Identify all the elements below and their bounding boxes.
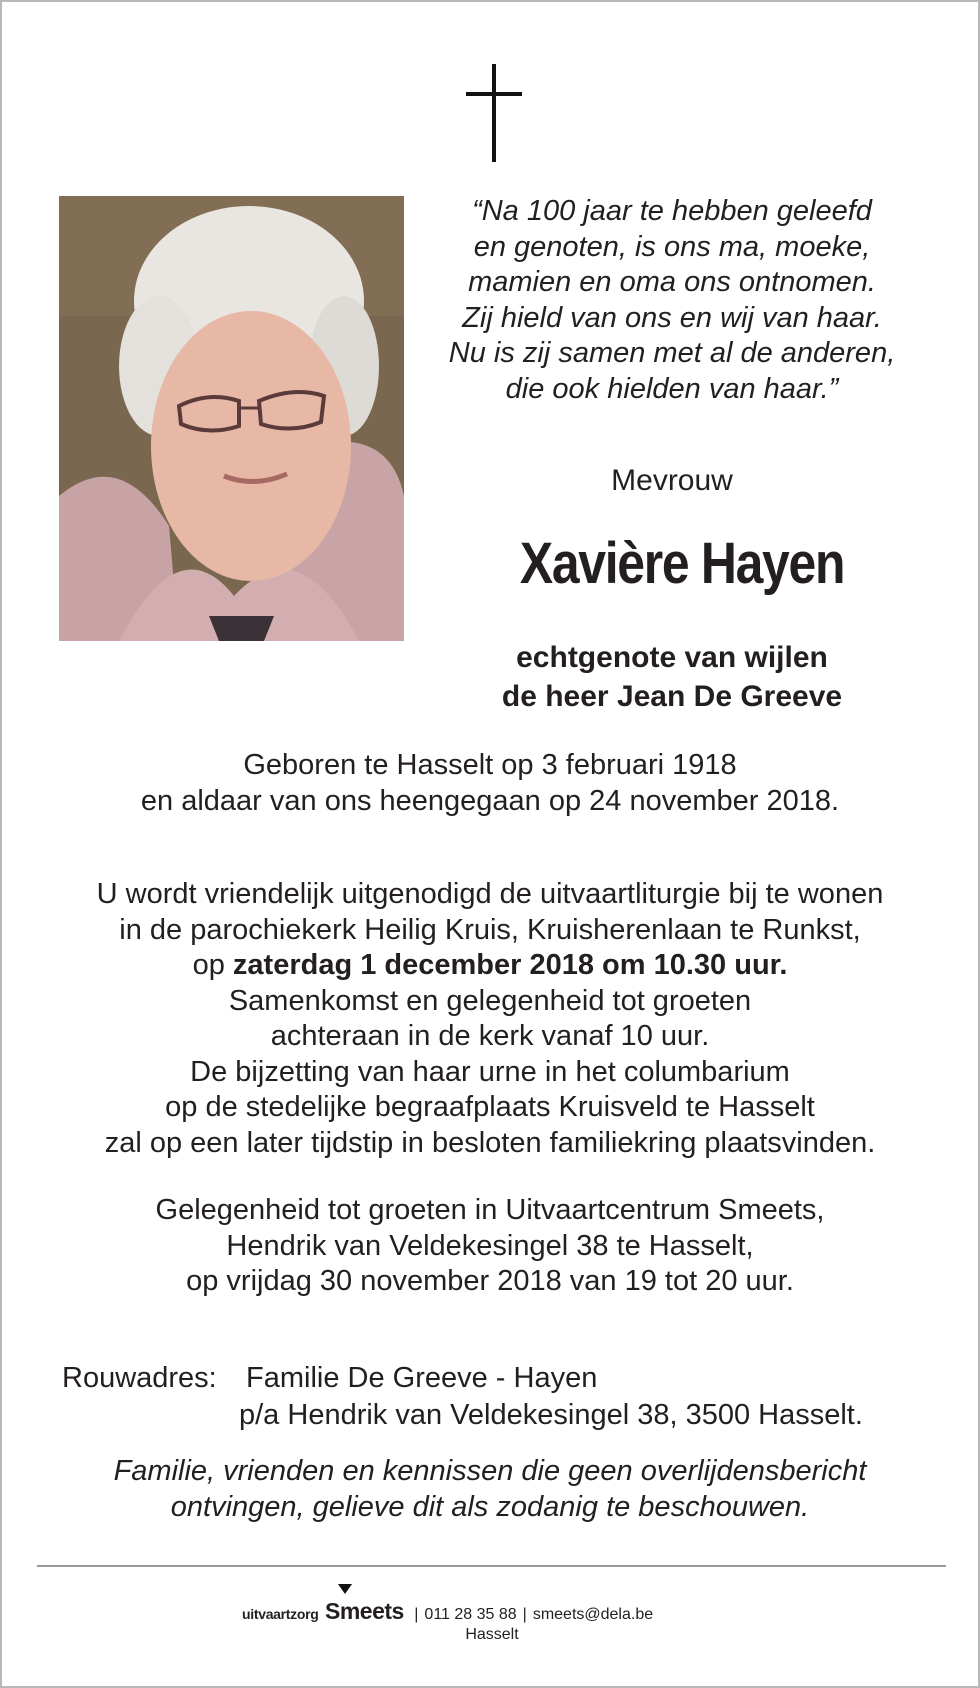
footer-phone: 011 28 35 88 <box>424 1606 517 1623</box>
address-family: Familie De Greeve - Hayen <box>246 1362 598 1394</box>
closing-notice <box>32 1453 948 1525</box>
brand-prefix: uitvaartzorg <box>242 1606 319 1622</box>
separator: | <box>414 1606 419 1623</box>
brand-name: Smeets <box>324 1598 404 1624</box>
deceased-name: Xavière Hayen <box>519 531 845 596</box>
invite-line: Samenkomst en gelegenheid tot groeten <box>228 984 752 1017</box>
quote-line: die ook hielden van haar.” <box>505 372 839 405</box>
visit-line: op vrijdag 30 november 2018 van 19 tot 20 uur. <box>186 1265 794 1297</box>
funeral-invitation <box>32 877 948 1161</box>
quote-line: en genoten, is ons ma, moeke, <box>473 230 871 263</box>
invite-line: zal op een later tijdstip in besloten familiekring plaatsvinden. <box>104 1126 876 1159</box>
portrait-photo <box>59 196 404 641</box>
quote-line: Zij hield van ons en wij van haar. <box>462 301 882 334</box>
footer-city: Hasselt <box>465 1626 519 1643</box>
name-prefix: Mevrouw <box>611 464 733 497</box>
cross-icon <box>466 64 522 162</box>
invite-line: U wordt vriendelijk uitgenodigd de uitvaartliturgie bij te wonen <box>96 878 884 910</box>
brand-arrow-icon <box>338 1584 352 1594</box>
spouse-info <box>422 638 922 716</box>
visitation-info <box>32 1193 948 1300</box>
quote-line: Nu is zij samen met al de anderen, <box>448 337 896 369</box>
birth-death-info <box>32 748 948 819</box>
born-line: Geboren te Hasselt op 3 februari 1918 <box>243 749 737 781</box>
visit-line: Hendrik van Veldekesingel 38 te Hasselt, <box>226 1229 754 1262</box>
invite-date: zaterdag 1 december 2018 om 10.30 uur. <box>232 949 788 981</box>
quote-line: “Na 100 jaar te hebben geleefd <box>472 195 872 227</box>
address-street: p/a Hendrik van Veldekesingel 38, 3500 Hasselt. <box>239 1399 863 1431</box>
invite-line: in de parochiekerk Heilig Kruis, Kruisherenlaan te Runkst, <box>119 913 861 946</box>
invite-date-prefix: op <box>192 949 233 981</box>
spouse-line: de heer Jean De Greeve <box>501 680 843 713</box>
separator: | <box>522 1606 527 1623</box>
footer-contact-line <box>242 1598 653 1625</box>
memorial-quote <box>422 194 922 407</box>
invite-line: De bijzetting van haar urne in het columbarium <box>190 1055 790 1088</box>
notice-line: Familie, vrienden en kennissen die geen overlijdensbericht <box>113 1455 867 1487</box>
invite-date-line <box>32 948 948 984</box>
spouse-line: echtgenote van wijlen <box>516 641 828 674</box>
address-label: Rouwadres: <box>62 1362 217 1394</box>
born-line: en aldaar van ons heengegaan op 24 november 2018. <box>140 784 840 817</box>
footer-email[interactable]: smeets@dela.be <box>532 1606 654 1623</box>
visit-line: Gelegenheid tot groeten in Uitvaartcentrum Smeets, <box>155 1194 825 1226</box>
quote-line: mamien en oma ons ontnomen. <box>468 266 876 298</box>
notice-line: ontvingen, gelieve dit als zodanig te beschouwen. <box>170 1491 810 1523</box>
invite-line: achteraan in de kerk vanaf 10 uur. <box>270 1020 710 1052</box>
divider <box>37 1565 946 1567</box>
invite-line: op de stedelijke begraafplaats Kruisveld te Hasselt <box>165 1091 815 1123</box>
